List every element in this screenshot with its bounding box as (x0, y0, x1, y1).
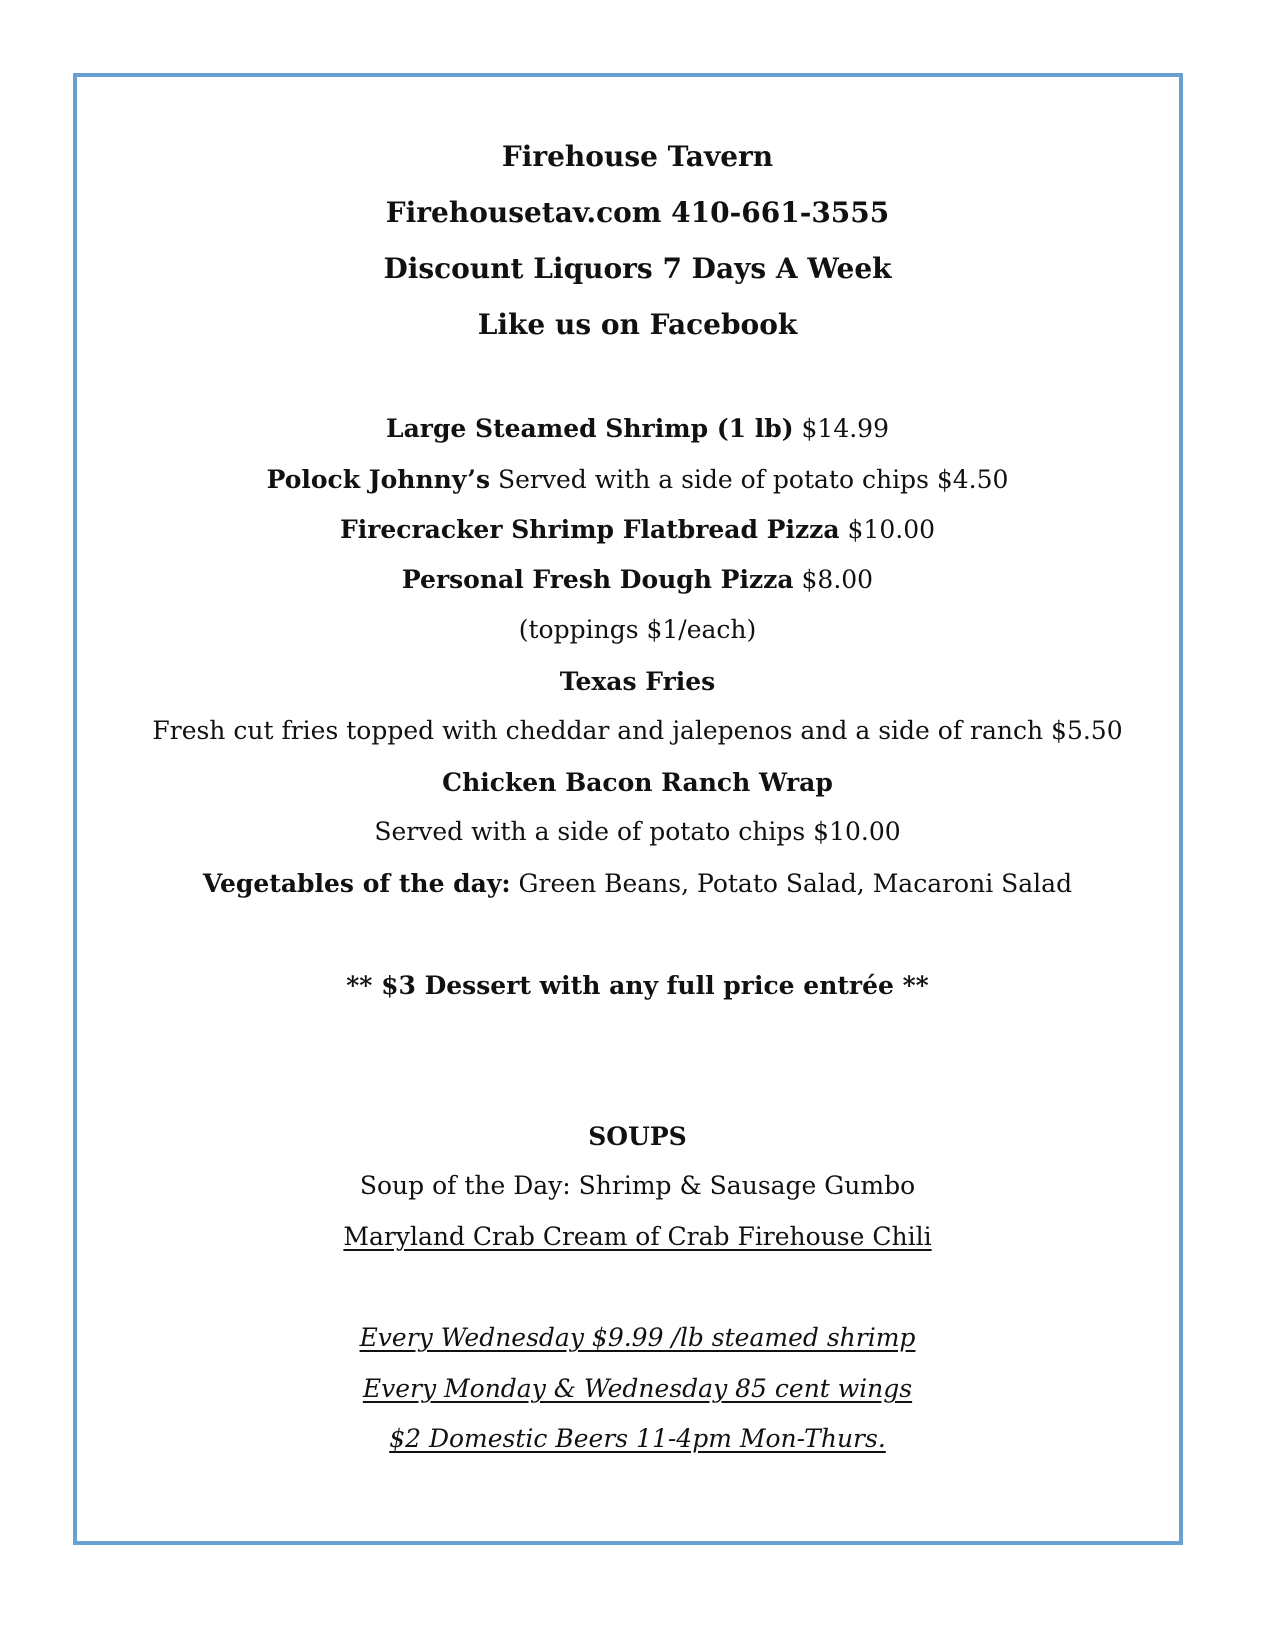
fries-desc: Fresh cut fries topped with cheddar and jalepenos and a side of ranch $5.50 (152, 716, 1123, 745)
soup-of-the-day: Soup of the Day: Shrimp & Sausage Gumbo (359, 1171, 916, 1200)
soup-list: Maryland Crab Cream of Crab Firehouse Chili (343, 1222, 932, 1251)
flatbread-name: Firecracker Shrimp Flatbread Pizza (339, 515, 840, 544)
discount-line: Discount Liquors 7 Days A Week (383, 252, 892, 285)
special-beers: $2 Domestic Beers 11-4pm Mon-Thurs. (389, 1424, 886, 1453)
vegetables-items: Green Beans, Potato Salad, Macaroni Salad (510, 869, 1073, 898)
vegetables-line (0, 871, 1275, 896)
polock-item (0, 467, 1275, 492)
shrimp-name: Large Steamed Shrimp (1 lb) (386, 414, 794, 443)
pizza-price: $8.00 (793, 565, 874, 594)
pizza-name: Personal Fresh Dough Pizza (401, 565, 794, 594)
flatbread-price: $10.00 (839, 515, 936, 544)
polock-desc: Served with a side of potato chips $4.50 (490, 465, 1009, 494)
wrap-name: Chicken Bacon Ranch Wrap (442, 768, 833, 797)
special-wednesday: Every Wednesday $9.99 /lb steamed shrimp (359, 1323, 916, 1352)
vegetables-label: Vegetables of the day: (202, 869, 511, 898)
flatbread-item (0, 517, 1275, 542)
fries-name: Texas Fries (559, 667, 716, 696)
special-monday-wednesday: Every Monday & Wednesday 85 cent wings (362, 1374, 913, 1403)
shrimp-item (0, 416, 1275, 441)
pizza-toppings: (toppings $1/each) (518, 615, 757, 644)
soups-heading: SOUPS (588, 1122, 687, 1151)
wrap-desc: Served with a side of potato chips $10.00 (374, 817, 901, 846)
dessert-special: ** $3 Dessert with any full price entrée ** (346, 971, 929, 1000)
restaurant-name: Firehouse Tavern (501, 140, 774, 173)
contact-line: Firehousetav.com 410-661-3555 (385, 196, 890, 229)
pizza-item (0, 567, 1275, 592)
facebook-line: Like us on Facebook (477, 308, 798, 341)
shrimp-price: $14.99 (793, 414, 889, 443)
polock-name: Polock Johnny’s (266, 465, 491, 494)
